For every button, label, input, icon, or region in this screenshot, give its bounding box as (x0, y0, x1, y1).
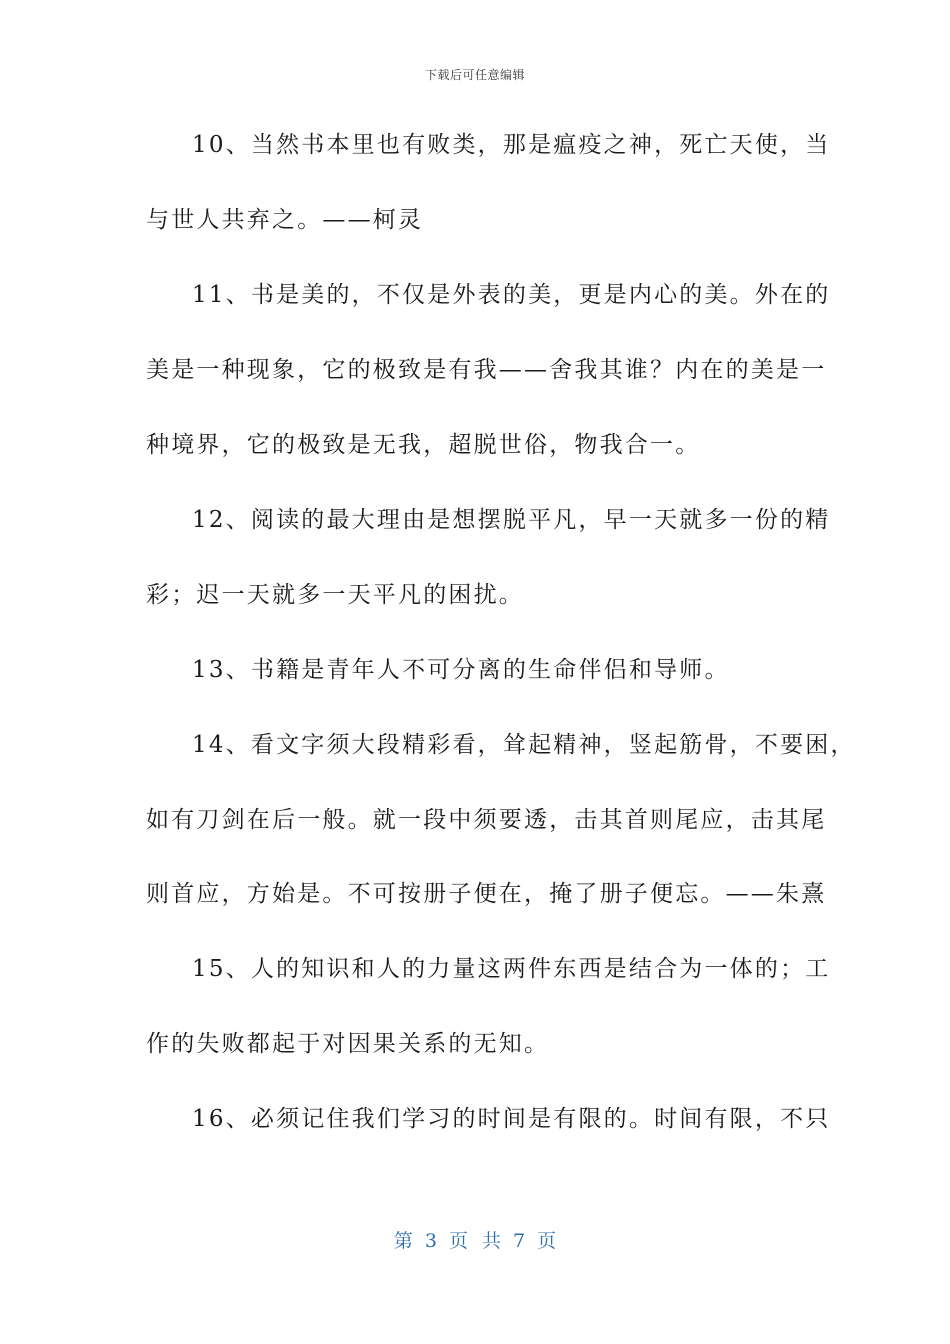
paragraph-line: 14、看文字须大段精彩看，耸起精神，竖起筋骨，不要困， (192, 732, 856, 758)
paragraph-line: 10、当然书本里也有败类，那是瘟疫之神，死亡天使，当 (192, 132, 831, 158)
paragraph-line: 15、人的知识和人的力量这两件东西是结合为一体的；工 (192, 956, 831, 982)
paragraph-line: 彩；迟一天就多一天平凡的困扰。 (146, 582, 524, 608)
footer-middle: 页 共 (448, 1230, 502, 1252)
paragraph-line: 如有刀剑在后一般。就一段中须要透，击其首则尾应，击其尾 (146, 807, 827, 833)
header-note: 下载后可任意编辑 (424, 68, 525, 82)
paragraph-line: 11、书是美的，不仅是外表的美，更是内心的美。外在的 (192, 282, 831, 308)
paragraph-line: 美是一种现象，它的极致是有我——舍我其谁？内在的美是一 (146, 357, 827, 383)
paragraph-line: 16、必须记住我们学习的时间是有限的。时间有限，不只 (192, 1106, 831, 1132)
footer-page-number: 3 (424, 1230, 437, 1252)
paragraph-line: 作的失败都起于对因果关系的无知。 (146, 1031, 550, 1057)
paragraph-line: 12、阅读的最大理由是想摆脱平凡，早一天就多一份的精 (192, 507, 831, 533)
footer-total-pages: 7 (513, 1230, 526, 1252)
paragraph-line: 种境界，它的极致是无我，超脱世俗，物我合一。 (146, 432, 701, 458)
paragraph-line: 与世人共弃之。——柯灵 (146, 207, 424, 233)
paragraph-line: 13、书籍是青年人不可分离的生命伴侣和导师。 (192, 657, 730, 683)
page-footer (0, 1226, 950, 1253)
footer-prefix: 第 (393, 1230, 413, 1252)
paragraph-line: 则首应，方始是。不可按册子便在，掩了册子便忘。——朱熹 (146, 881, 827, 907)
footer-suffix: 页 (537, 1230, 557, 1252)
